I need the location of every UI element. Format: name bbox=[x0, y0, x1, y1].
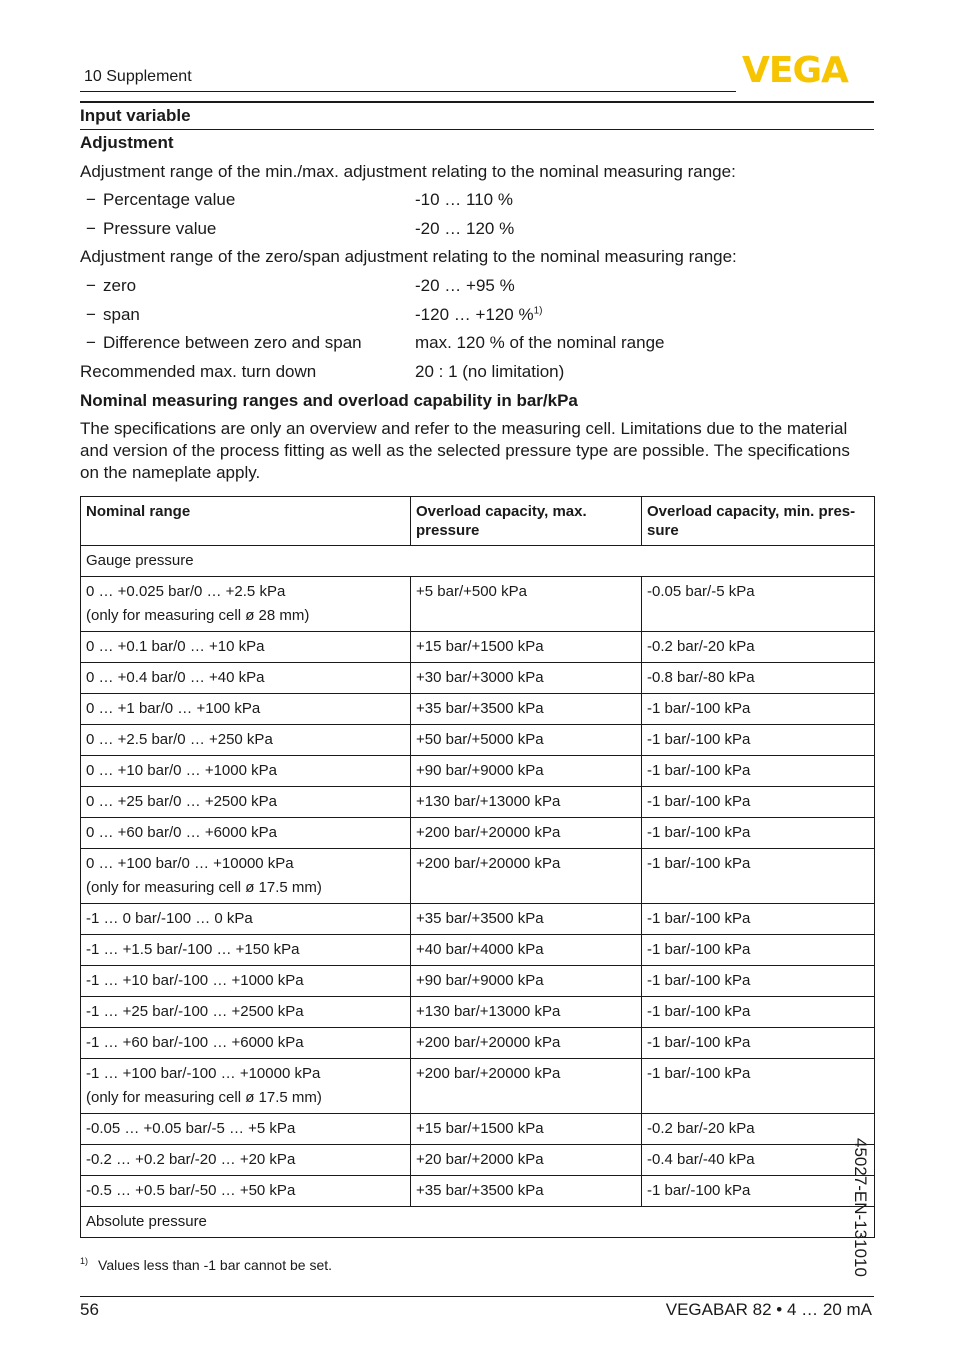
header-nominal-range: Nominal range bbox=[81, 497, 411, 546]
cell-overload-min: -0.4 bar/-40 kPa bbox=[642, 1145, 875, 1176]
minmax-item-percentage-key: − Percentage value bbox=[86, 190, 236, 209]
cell-overload-min: -1 bar/-100 kPa bbox=[642, 725, 875, 756]
table-row bbox=[81, 1176, 875, 1207]
cell-nominal-range: 0 … +60 bar/0 … +6000 kPa bbox=[81, 818, 411, 849]
footnote-ref: 1) bbox=[533, 305, 543, 317]
table-header-row bbox=[81, 497, 875, 546]
cell-nominal-range: -1 … +100 bar/-100 … +10000 kPa (only for measuring cell ø 17.5 mm) bbox=[81, 1059, 411, 1114]
cell-range-note: (only for measuring cell ø 28 mm) bbox=[86, 607, 310, 624]
cell-overload-min: -1 bar/-100 kPa bbox=[642, 787, 875, 818]
cell-nominal-range: 0 … +0.4 bar/0 … +40 kPa bbox=[81, 663, 411, 694]
cell-nominal-range: -1 … +10 bar/-100 … +1000 kPa bbox=[81, 966, 411, 997]
input-variable-title: Input variable bbox=[80, 106, 191, 125]
cell-overload-max: +200 bar/+20000 kPa bbox=[411, 818, 642, 849]
adjustment-title: Adjustment bbox=[80, 133, 174, 152]
vega-logo bbox=[742, 50, 872, 86]
footer-rule bbox=[80, 1296, 874, 1297]
cell-overload-max: +35 bar/+3500 kPa bbox=[411, 904, 642, 935]
footnote: $^{1)}$ Values less than -1 bar cannot be set. bbox=[80, 1256, 333, 1273]
zerospan-item-span-key: − span bbox=[86, 305, 140, 324]
table-row bbox=[81, 663, 875, 694]
minmax-intro: Adjustment range of the min./max. adjustment relating to the nominal measuring range: bbox=[80, 162, 736, 181]
ranges-table bbox=[80, 496, 875, 1238]
table-row bbox=[81, 787, 875, 818]
cell-overload-max: +90 bar/+9000 kPa bbox=[411, 966, 642, 997]
rule-input-variable bbox=[80, 101, 874, 103]
cell-overload-min: -1 bar/-100 kPa bbox=[642, 694, 875, 725]
cell-nominal-range: 0 … +10 bar/0 … +1000 kPa bbox=[81, 756, 411, 787]
table-row bbox=[81, 997, 875, 1028]
cell-overload-min: -1 bar/-100 kPa bbox=[642, 756, 875, 787]
group-row-gauge bbox=[81, 546, 875, 577]
zerospan-intro: Adjustment range of the zero/span adjustment relating to the nominal measuring range: bbox=[80, 247, 737, 266]
cell-nominal-range: 0 … +0.025 bar/0 … +2.5 kPa (only for measuring cell ø 28 mm) bbox=[81, 577, 411, 632]
cell-overload-max: +30 bar/+3000 kPa bbox=[411, 663, 642, 694]
cell-range-note: (only for measuring cell ø 17.5 mm) bbox=[86, 1089, 322, 1106]
cell-nominal-range: -0.05 … +0.05 bar/-5 … +5 kPa bbox=[81, 1114, 411, 1145]
minmax-item-pressure-key: − Pressure value bbox=[86, 219, 217, 238]
rule-adjustment bbox=[80, 129, 874, 130]
cell-nominal-range: -0.2 … +0.2 bar/-20 … +20 kPa bbox=[81, 1145, 411, 1176]
ranges-title: Nominal measuring ranges and overload capability in bar/kPa bbox=[80, 391, 578, 410]
header-overload-min: Overload capacity, min. pres- sure bbox=[642, 497, 875, 546]
cell-overload-max: +15 bar/+1500 kPa bbox=[411, 1114, 642, 1145]
zerospan-item-zero-value: -20 … +95 % bbox=[415, 276, 515, 295]
cell-overload-max: +20 bar/+2000 kPa bbox=[411, 1145, 642, 1176]
cell-overload-min: -1 bar/-100 kPa bbox=[642, 1028, 875, 1059]
cell-overload-min: -0.05 bar/-5 kPa bbox=[642, 577, 875, 632]
cell-overload-min: -1 bar/-100 kPa bbox=[642, 997, 875, 1028]
cell-nominal-range: -1 … +60 bar/-100 … +6000 kPa bbox=[81, 1028, 411, 1059]
table-row bbox=[81, 725, 875, 756]
cell-nominal-range: 0 … +1 bar/0 … +100 kPa bbox=[81, 694, 411, 725]
table-row bbox=[81, 756, 875, 787]
cell-nominal-range: -1 … +25 bar/-100 … +2500 kPa bbox=[81, 997, 411, 1028]
cell-overload-min: -1 bar/-100 kPa bbox=[642, 1176, 875, 1207]
cell-overload-min: -1 bar/-100 kPa bbox=[642, 966, 875, 997]
section-label: 10 Supplement bbox=[84, 68, 192, 85]
ranges-note: The specifications are only an overview and refer to the measuring cell. Limitations due to the material and version of the process fitting as well as the selected pressure type are possible. The specifications on the nameplate apply. bbox=[80, 419, 850, 482]
cell-nominal-range: -1 … 0 bar/-100 … 0 kPa bbox=[81, 904, 411, 935]
table-row bbox=[81, 694, 875, 725]
cell-overload-max: +5 bar/+500 kPa bbox=[411, 577, 642, 632]
cell-overload-max: +40 bar/+4000 kPa bbox=[411, 935, 642, 966]
cell-nominal-range: 0 … +2.5 bar/0 … +250 kPa bbox=[81, 725, 411, 756]
cell-overload-max: +200 bar/+20000 kPa bbox=[411, 1059, 642, 1114]
cell-overload-min: -1 bar/-100 kPa bbox=[642, 1059, 875, 1114]
table-row bbox=[81, 904, 875, 935]
cell-overload-min: -0.8 bar/-80 kPa bbox=[642, 663, 875, 694]
cell-overload-min: -1 bar/-100 kPa bbox=[642, 904, 875, 935]
cell-overload-max: +130 bar/+13000 kPa bbox=[411, 997, 642, 1028]
turndown-key: Recommended max. turn down bbox=[80, 362, 317, 381]
cell-overload-min: -1 bar/-100 kPa bbox=[642, 935, 875, 966]
cell-range-note: (only for measuring cell ø 17.5 mm) bbox=[86, 879, 322, 896]
cell-overload-min: -1 bar/-100 kPa bbox=[642, 818, 875, 849]
table-row bbox=[81, 935, 875, 966]
cell-overload-max: +50 bar/+5000 kPa bbox=[411, 725, 642, 756]
cell-nominal-range: 0 … +0.1 bar/0 … +10 kPa bbox=[81, 632, 411, 663]
group-row-absolute bbox=[81, 1207, 875, 1238]
table-row bbox=[81, 818, 875, 849]
table-row bbox=[81, 1114, 875, 1145]
table-row bbox=[81, 966, 875, 997]
page-number: 56 bbox=[80, 1300, 99, 1319]
table-row bbox=[81, 1059, 875, 1114]
zerospan-item-difference-value: max. 120 % of the nominal range bbox=[415, 333, 665, 352]
table-row bbox=[81, 849, 875, 904]
cell-overload-max: +200 bar/+20000 kPa bbox=[411, 849, 642, 904]
zerospan-item-difference-key: − Difference between zero and span bbox=[86, 333, 362, 352]
header-overload-max: Overload capacity, max. pressure bbox=[411, 497, 642, 546]
product-name: VEGABAR 82 • 4 … 20 mA bbox=[665, 1300, 872, 1319]
cell-overload-max: +15 bar/+1500 kPa bbox=[411, 632, 642, 663]
document-id: 45027-EN-131010 bbox=[851, 1138, 870, 1277]
vega-logo-text: VEGA bbox=[742, 50, 848, 86]
cell-nominal-range: -0.5 … +0.5 bar/-50 … +50 kPa bbox=[81, 1176, 411, 1207]
group-label-gauge: Gauge pressure bbox=[81, 546, 875, 577]
cell-overload-max: +200 bar/+20000 kPa bbox=[411, 1028, 642, 1059]
cell-nominal-range: -1 … +1.5 bar/-100 … +150 kPa bbox=[81, 935, 411, 966]
table-row bbox=[81, 1145, 875, 1176]
zerospan-item-zero-key: − zero bbox=[86, 276, 137, 295]
cell-overload-max: +90 bar/+9000 kPa bbox=[411, 756, 642, 787]
turndown-value: 20 : 1 (no limitation) bbox=[415, 362, 565, 381]
header-rule bbox=[80, 91, 736, 92]
table-row bbox=[81, 577, 875, 632]
cell-overload-min: -0.2 bar/-20 kPa bbox=[642, 632, 875, 663]
cell-overload-max: +130 bar/+13000 kPa bbox=[411, 787, 642, 818]
table-row bbox=[81, 1028, 875, 1059]
cell-nominal-range: 0 … +25 bar/0 … +2500 kPa bbox=[81, 787, 411, 818]
zerospan-item-span-value: -120 … +120 %$^{1)}$ bbox=[415, 305, 543, 324]
cell-overload-min: -0.2 bar/-20 kPa bbox=[642, 1114, 875, 1145]
cell-nominal-range: 0 … +100 bar/0 … +10000 kPa (only for measuring cell ø 17.5 mm) bbox=[81, 849, 411, 904]
group-label-absolute: Absolute pressure bbox=[81, 1207, 875, 1238]
cell-overload-min: -1 bar/-100 kPa bbox=[642, 849, 875, 904]
minmax-item-percentage-value: -10 … 110 % bbox=[415, 190, 513, 209]
table-row bbox=[81, 632, 875, 663]
cell-overload-max: +35 bar/+3500 kPa bbox=[411, 1176, 642, 1207]
footnote-mark: 1) bbox=[80, 1256, 89, 1267]
minmax-item-pressure-value: -20 … 120 % bbox=[415, 219, 515, 238]
cell-overload-max: +35 bar/+3500 kPa bbox=[411, 694, 642, 725]
